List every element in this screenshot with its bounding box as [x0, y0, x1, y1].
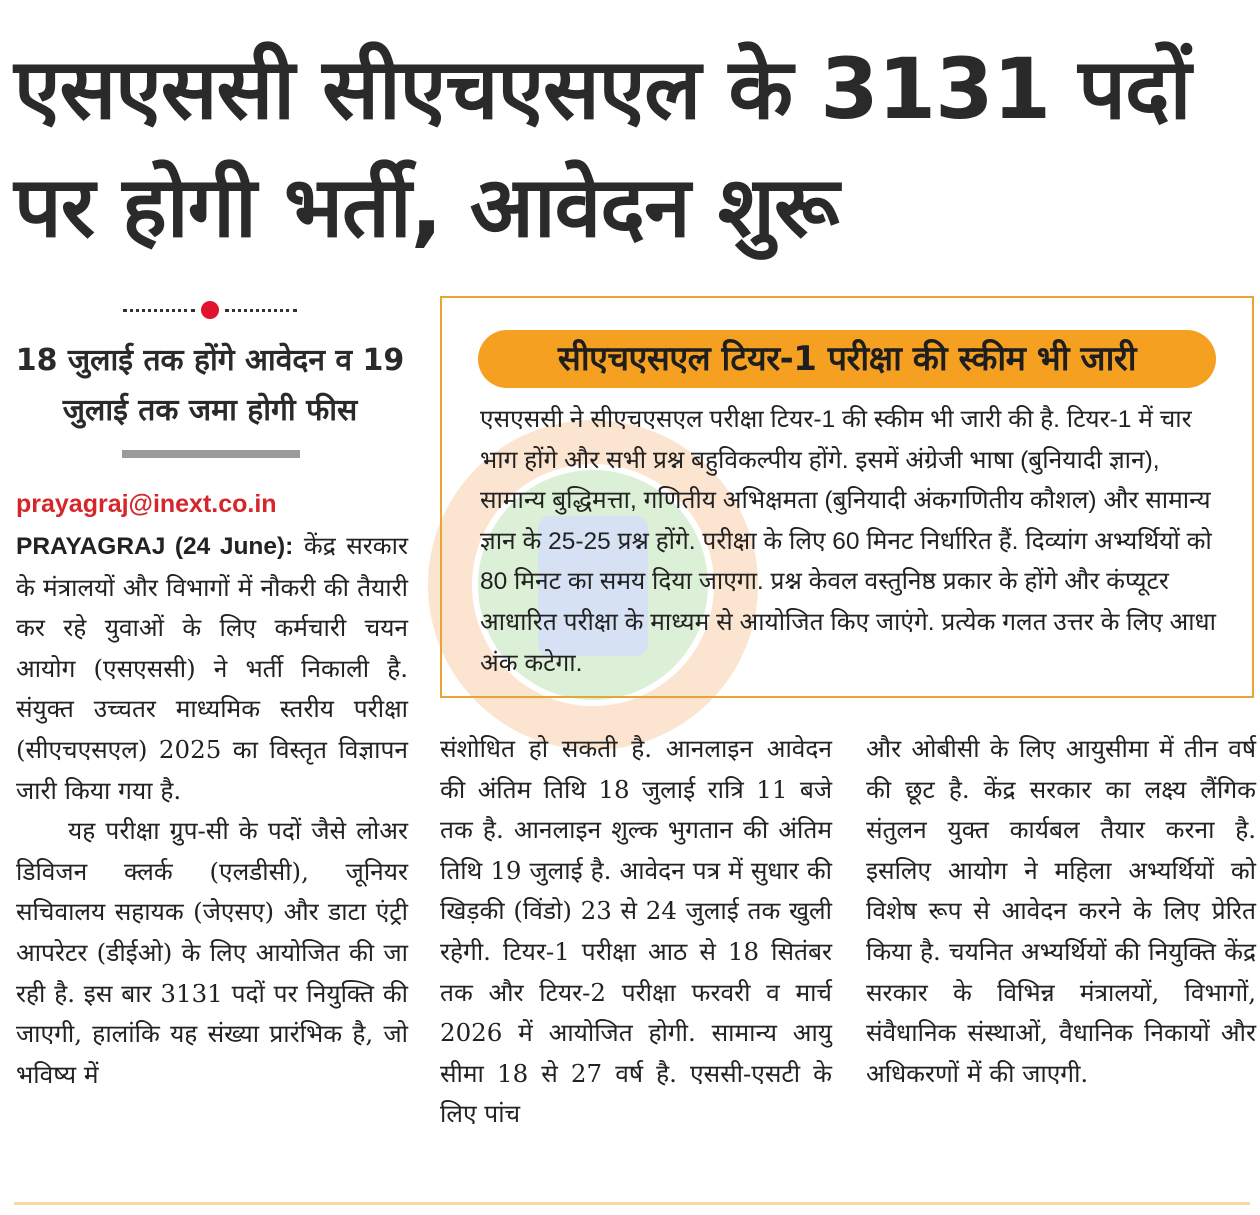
article-column-1 — [16, 526, 408, 1095]
subheadline: 18 जुलाई तक होंगे आवेदन व 19 जुलाई तक जमा होगी फीस — [15, 343, 405, 428]
dateline: PRAYAGRAJ (24 June): — [16, 533, 294, 560]
red-dot-icon — [201, 301, 219, 319]
article-column-2 — [440, 729, 832, 1135]
sidebar-box-title: सीएचएसएल टियर-1 परीक्षा की स्कीम भी जारी — [478, 330, 1216, 388]
article-column-3 — [866, 729, 1256, 1094]
sidebar-box-body: एसएससी ने सीएचएसएल परीक्षा टियर-1 की स्कीम भी जारी की है. टियर-1 में चार भाग होंगे और सभी प्रश्न बहुविकल्पीय होंगे. इसमें अंग्रेजी भाषा (बुनियादी ज्ञान), सामान्य बुद्धिमत्ता, गणितीय अभिक्षमता (बुनियादी अंकगणितीय कौशल) और सामान्य ज्ञान के 25-25 प्रश्न होंगे. परीक्षा के लिए 60 मिनट निर्धारित हैं. दिव्यांग अभ्यर्थियों को 80 मिनट का समय दिया जाएगा. प्रश्न केवल वस्तुनिष्ठ प्रकार के होंगे और कंप्यूटर आधारित परीक्षा के माध्यम से आयोजित किए जाएंगे. प्रत्येक गलत उत्तर के लिए आधा अंक कटेगा. — [480, 406, 1216, 677]
byline-email: prayagraj@inext.co.in — [16, 490, 277, 518]
divider-dash-left — [123, 309, 195, 312]
para1-text: केंद्र सरकार के मंत्रालयों और विभागों में नौकरी की तैयारी कर रहे युवाओं के लिए कर्मचारी चयन आयोग (एसएससी) ने भर्ती निकाली है. संयुक्त उच्चतर माध्यमिक स्तरीय परीक्षा (सीएचएसएल) 2025 का विस्तृत विज्ञापन जारी किया गया है. — [16, 531, 408, 805]
divider-ornament — [120, 300, 300, 320]
bottom-rule — [14, 1202, 1250, 1205]
article-paragraph-1 — [16, 526, 408, 811]
subhead-underline — [122, 450, 300, 458]
article-column-2-text: संशोधित हो सकती है. आनलाइन आवेदन की अंतिम तिथि 18 जुलाई रात्रि 11 बजे तक है. आनलाइन शुल्क भुगतान की अंतिम तिथि 19 जुलाई है. आवेदन पत्र में सुधार की खिड़की (विंडो) 23 से 24 जुलाई तक खुली रहेगी. टियर-1 परीक्षा आठ से 18 सितंबर तक और टियर-2 परीक्षा फरवरी व मार्च 2026 में आयोजित होगी. सामान्य आयु सीमा 18 से 27 वर्ष है. एससी-एसटी के लिए पांच — [440, 734, 832, 1129]
divider-dash-right — [225, 309, 297, 312]
article-column-3-text: और ओबीसी के लिए आयुसीमा में तीन वर्ष की छूट है. केंद्र सरकार का लक्ष्य लैंगिक संतुलन युक्त कार्यबल तैयार करना है. इसलिए आयोग ने महिला अभ्यर्थियों को विशेष रूप से आवेदन करने के लिए प्रेरित किया है. चयनित अभ्यर्थियों की नियुक्ति केंद्र सरकार के विभिन्न मंत्रालयों, विभागों, संवैधानिक संस्थाओं, वैधानिक निकायों और अधिकरणों में की जाएगी. — [866, 734, 1256, 1088]
article-paragraph-2: यह परीक्षा ग्रुप-सी के पदों जैसे लोअर डिविजन क्लर्क (एलडीसी), जूनियर सचिवालय सहायक (जेएसए) और डाटा एंट्री आपरेटर (डीईओ) के लिए आयोजित की जा रही है. इस बार 3131 पदों पर नियुक्ति की जाएगी, हालांकि यह संख्या प्रारंभिक है, जो भविष्य में — [16, 816, 408, 1089]
headline: एसएससी सीएचएसएल के 3131 पदों पर होगी भर्ती, आवेदन शुरू — [14, 40, 1191, 256]
